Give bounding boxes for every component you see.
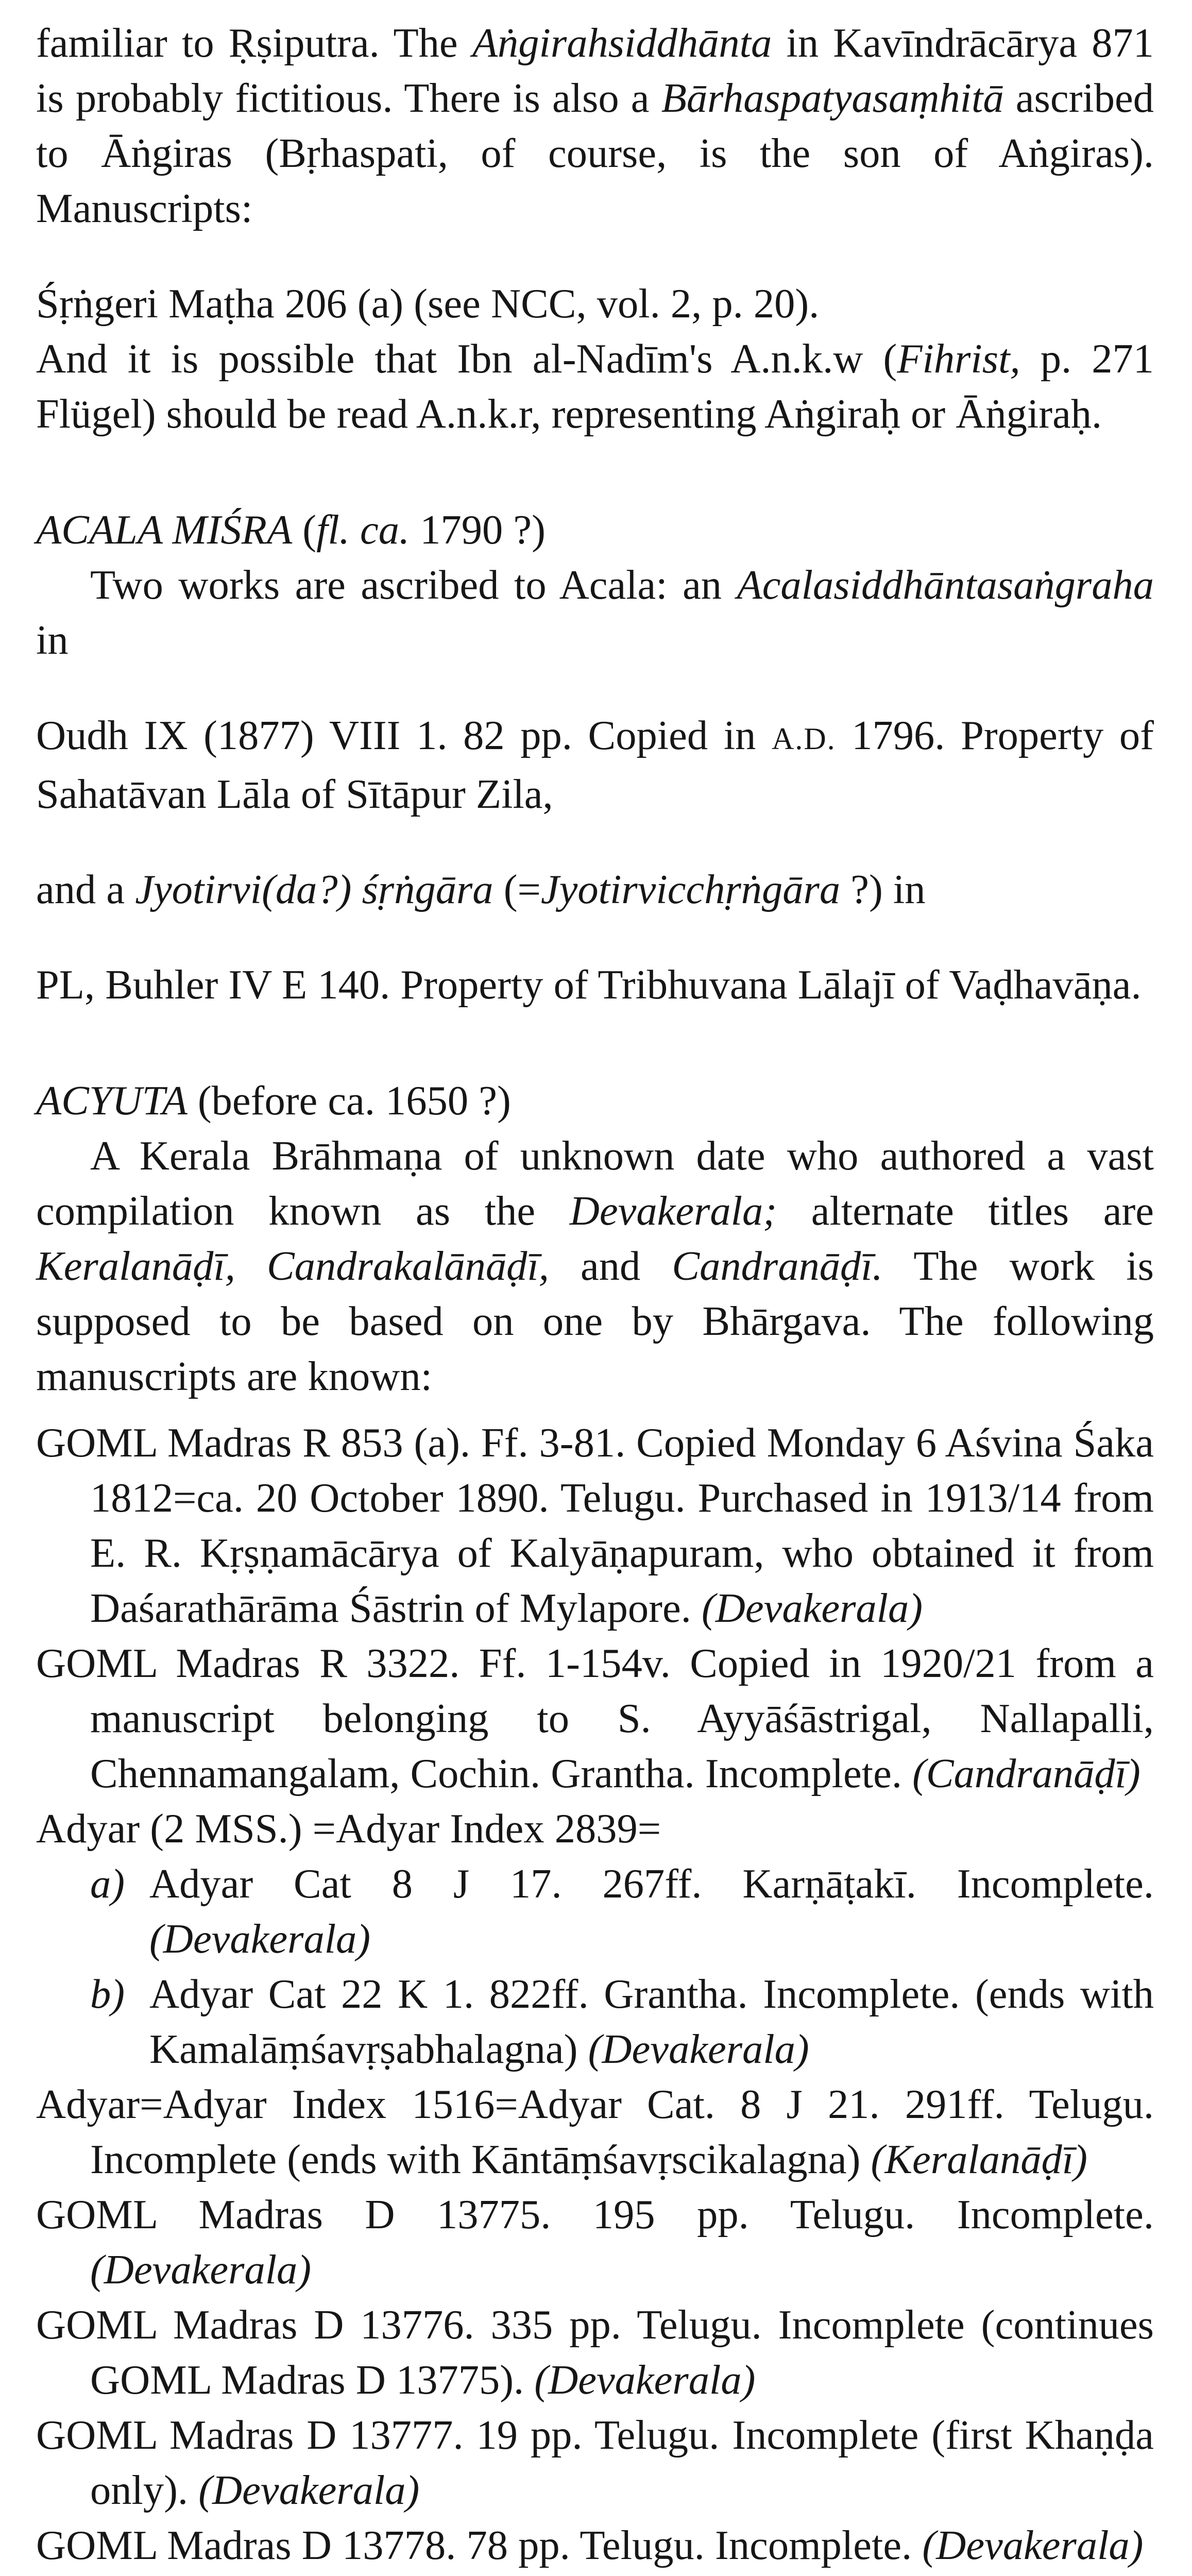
text-run: GOML Madras R 853 (a). Ff. 3-81. Copied Monday 6 Aśvina Śaka 1812=ca. 20 October 1890. Telugu. Purchased in 1913/14 from E. R. Kṛṣṇamācārya of Kalyāṇapuram, who obtained it from Daśarathārāma Śāstrin of Mylapore. (36, 1420, 1154, 1631)
work-title: (Devakerala) (149, 1916, 371, 1962)
manuscript-entry (36, 1415, 1154, 1636)
work-title: Acalasiddhāntasaṅgraha (737, 562, 1154, 608)
manuscript-entry (36, 2573, 1154, 2576)
work-title: (Devakerala) (198, 2467, 420, 2513)
work-title: Candranāḍī. (672, 1243, 883, 1289)
manuscript-group-heading: Adyar (2 MSS.) =Adyar Index 2839= (36, 1806, 661, 1852)
text-run: ( (292, 507, 317, 553)
work-title: Keralanāḍī, Candrakalānāḍī, (36, 1243, 549, 1289)
text-run: 1790 ?) (410, 507, 546, 553)
work-title: Jyotirvicchṛṅgāra (540, 867, 841, 912)
acyuta-paragraph (36, 1128, 1154, 1404)
author-name: ACALA MIŚRA (36, 507, 293, 553)
text-run: GOML Madras R 3322. Ff. 1-154v. Copied in 1920/21 from a manuscript belonging to S. Ayyāśāstrigal, Nallapalli, Chennamangalam, Cochin. Grantha. Incomplete. (36, 1640, 1154, 1797)
manuscript-entry (36, 2297, 1154, 2408)
manuscript-subentry (36, 1967, 1154, 2077)
manuscript-entry (36, 2518, 1154, 2573)
text-run: and a (36, 867, 135, 912)
text-run: The work is supposed to be based on one by Bhārgava. The following manuscripts are known: (36, 1243, 1154, 1399)
intro-paragraph (36, 15, 1154, 236)
text-run: (before ca. 1650 ?) (187, 1078, 511, 1124)
work-title: (Devakerala) (90, 2247, 312, 2293)
text-run: alternate titles are (777, 1188, 1154, 1234)
work-title: (Keralanāḍī) (871, 2137, 1087, 2182)
text-run: familiar to Ṛṣiputra. The (36, 20, 472, 66)
manuscript-line (36, 708, 1154, 822)
work-title: Bārhaspatyasaṃhitā (661, 75, 1004, 121)
work-title: (Devakerala) (701, 1585, 923, 1631)
text-run: A Kerala Brāhmaṇa of unknown date who authored a vast compilation known as the (36, 1133, 1154, 1234)
text-run: p. 271 Flügel) should be read A.n.k.r, representing Aṅgiraḥ or Āṅgiraḥ. (36, 336, 1154, 437)
page (36, 15, 1154, 2576)
work-title: (Devakerala) (588, 2026, 809, 2072)
work-title: (Candranāḍī) (912, 1751, 1140, 1797)
text-run: ascribed to Āṅgiras (Bṛhaspati, of course, is the son of Aṅgiras). Manuscripts: (36, 75, 1154, 231)
text-run: GOML Madras D 13775. 195 pp. Telugu. Incomplete. (36, 2192, 1154, 2238)
acala-paragraph-2 (36, 862, 1154, 917)
author-name: ACYUTA (36, 1078, 188, 1124)
work-title: (Devakerala) (534, 2357, 756, 2403)
manuscript-entry (36, 2077, 1154, 2187)
work-title: Jyotirvi(da?) śṛṅgāra (135, 867, 493, 912)
subentry-label: b) (90, 1971, 125, 2017)
intro-paragraph-2 (36, 331, 1154, 442)
text-run: GOML Madras D 13776. 335 pp. Telugu. Incomplete (continues GOML Madras D 13775). (36, 2302, 1154, 2403)
manuscript-entry (36, 2187, 1154, 2297)
work-title: (Devakerala) (922, 2522, 1144, 2568)
acala-paragraph (36, 557, 1154, 668)
manuscript-line: Śṛṅgeri Maṭha 206 (a) (see NCC, vol. 2, p. 20). (36, 281, 820, 327)
work-title: Devakerala; (569, 1188, 777, 1234)
text-run: Two works are ascribed to Acala: an (90, 562, 737, 608)
text-run: Oudh IX (1877) VIII 1. 82 pp. Copied in (36, 713, 772, 758)
manuscript-entry (36, 1636, 1154, 1801)
subentry-label: a) (90, 1861, 125, 1907)
manuscript-entry (36, 2408, 1154, 2518)
text-run: in (36, 617, 69, 663)
text-run: Adyar=Adyar Index 1516=Adyar Cat. 8 J 21. 291ff. Telugu. Incomplete (ends with Kāntāṃśavṛscikalagna) (36, 2081, 1154, 2182)
entry-heading-acyuta (36, 1073, 1154, 1128)
entry-heading-acala (36, 502, 1154, 557)
work-title: Fihrist, (897, 336, 1020, 382)
text-run: in Kavīndrācārya 871 is probably fictitious. There is also a (36, 20, 1154, 121)
text-run: 1796. Property of Sahatāvan Lāla of Sītāpur Zila, (36, 713, 1154, 817)
manuscript-line: PL, Buhler IV E 140. Property of Tribhuvana Lālajī of Vaḍhavāṇa. (36, 962, 1142, 1008)
text-run: And it is possible that Ibn al-Nadīm's A.n.k.w ( (36, 336, 897, 382)
work-title: Aṅgirahsiddhānta (472, 20, 772, 66)
manuscript-subentry (36, 1856, 1154, 1967)
text-run: fl. ca. (316, 507, 410, 553)
era-label: A.D. (771, 722, 836, 756)
text-run: Adyar Cat 22 K 1. 822ff. Grantha. Incomplete. (ends with Kamalāṃśavṛṣabhalagna) (149, 1971, 1154, 2072)
text-run: and (549, 1243, 672, 1289)
text-run: ?) in (840, 867, 926, 912)
text-run: GOML Madras D 13777. 19 pp. Telugu. Incomplete (first Khaṇḍa only). (36, 2412, 1154, 2513)
text-run: Adyar Cat 8 J 17. 267ff. Karṇāṭakī. Incomplete. (149, 1861, 1154, 1907)
text-run: (= (493, 867, 541, 912)
text-run: GOML Madras D 13778. 78 pp. Telugu. Incomplete. (36, 2522, 923, 2568)
